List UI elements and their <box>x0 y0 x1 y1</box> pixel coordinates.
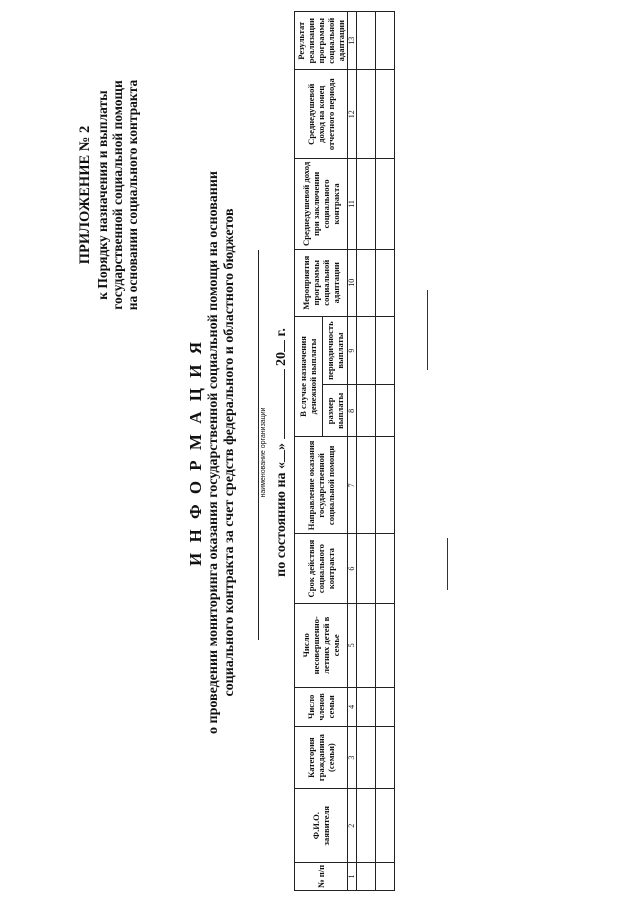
date-prefix: по состоянию на « <box>274 461 289 577</box>
table-cell[interactable] <box>376 12 395 70</box>
table-cell[interactable] <box>357 316 376 385</box>
organization-caption: наименование организации <box>260 407 267 498</box>
col-header-contract-term: Срок действия социального контракта <box>295 534 348 603</box>
date-suffix: г. <box>274 328 289 337</box>
table-cell[interactable] <box>357 12 376 70</box>
appendix-heading: ПРИЛОЖЕНИЕ № 2 <box>77 125 93 265</box>
table-cell[interactable] <box>357 159 376 250</box>
column-number: 1 <box>348 862 357 890</box>
table-cell[interactable] <box>376 862 395 890</box>
table-cell[interactable] <box>376 70 395 159</box>
table-cell[interactable] <box>376 159 395 250</box>
col-subheader-amount: размер выплаты <box>322 385 347 437</box>
table-cell[interactable] <box>376 437 395 534</box>
col-header-income-at-contract: Среднедушевой доход при заключении социального контракта <box>295 159 348 250</box>
table-cell[interactable] <box>357 437 376 534</box>
date-year: 20 <box>274 351 289 366</box>
table-cell[interactable] <box>376 534 395 603</box>
column-number: 8 <box>348 385 357 437</box>
signature-line <box>427 290 428 370</box>
day-blank <box>272 450 285 462</box>
col-header-family-size: Число членов семьи <box>295 687 348 726</box>
col-header-income-period-end: Среднедушевой доход на конец отчетного периода <box>295 70 348 159</box>
signature-line <box>447 538 448 590</box>
appendix-line-1: к Порядку назначения и выплаты <box>95 90 110 300</box>
table-cell[interactable] <box>357 385 376 437</box>
document-title: И Н Ф О Р М А Ц И Я <box>186 339 205 566</box>
column-number: 4 <box>348 687 357 726</box>
column-number: 12 <box>348 70 357 159</box>
table-cell[interactable] <box>357 789 376 862</box>
col-header-result: Результат реализации программы социальной адаптации <box>295 12 348 70</box>
column-number-row <box>348 12 357 891</box>
table-row <box>357 12 376 891</box>
appendix-line-2: государственной социальной помощи <box>110 80 125 310</box>
column-number: 6 <box>348 534 357 603</box>
col-subheader-frequency: периодичность выплаты <box>322 316 347 385</box>
document-subtitle-1: о проведении мониторинга оказания государственной социальной помощи на основании <box>206 171 221 734</box>
column-number: 5 <box>348 603 357 687</box>
date-line <box>272 0 290 905</box>
col-header-assistance-direction: Направление оказания государственной социальной помощи <box>295 437 348 534</box>
table-cell[interactable] <box>357 70 376 159</box>
col-header-category: Категория гражданина (семьи) <box>295 726 348 789</box>
column-number: 11 <box>348 159 357 250</box>
column-number: 9 <box>348 316 357 385</box>
col-header-adaptation-measures: Мероприятия программы социальной адаптации <box>295 249 348 316</box>
column-number: 7 <box>348 437 357 534</box>
col-header-cash-payment: В случае назначения денежной выплаты <box>295 316 323 437</box>
col-header-minors: Число несовершенно-летних детей в семье <box>295 603 348 687</box>
column-number: 2 <box>348 789 357 862</box>
table-cell[interactable] <box>357 534 376 603</box>
appendix-block <box>78 30 140 360</box>
table-cell[interactable] <box>357 726 376 789</box>
month-blank <box>272 369 285 439</box>
table-cell[interactable] <box>357 249 376 316</box>
table-cell[interactable] <box>376 385 395 437</box>
table-cell[interactable] <box>376 603 395 687</box>
table-cell[interactable] <box>376 249 395 316</box>
year-blank <box>272 340 285 352</box>
table-cell[interactable] <box>376 789 395 862</box>
table-cell[interactable] <box>376 316 395 385</box>
column-number: 3 <box>348 726 357 789</box>
document-subtitle-2: социального контракта за счет средств федерального и областного бюджетов <box>222 208 237 697</box>
date-mid: » <box>274 442 289 450</box>
column-number: 10 <box>348 249 357 316</box>
column-number: 13 <box>348 12 357 70</box>
organization-name-line <box>258 250 259 640</box>
table-cell[interactable] <box>376 726 395 789</box>
table-row <box>376 12 395 891</box>
header-row <box>295 12 323 891</box>
table-cell[interactable] <box>357 687 376 726</box>
table-cell[interactable] <box>357 862 376 890</box>
appendix-line-3: на основании социального контракта <box>125 79 140 311</box>
col-header-number: № п/п <box>295 862 348 890</box>
monitoring-table <box>294 11 395 891</box>
table-cell[interactable] <box>357 603 376 687</box>
col-header-name: Ф.И.О. заявителя <box>295 789 348 862</box>
table-cell[interactable] <box>376 687 395 726</box>
